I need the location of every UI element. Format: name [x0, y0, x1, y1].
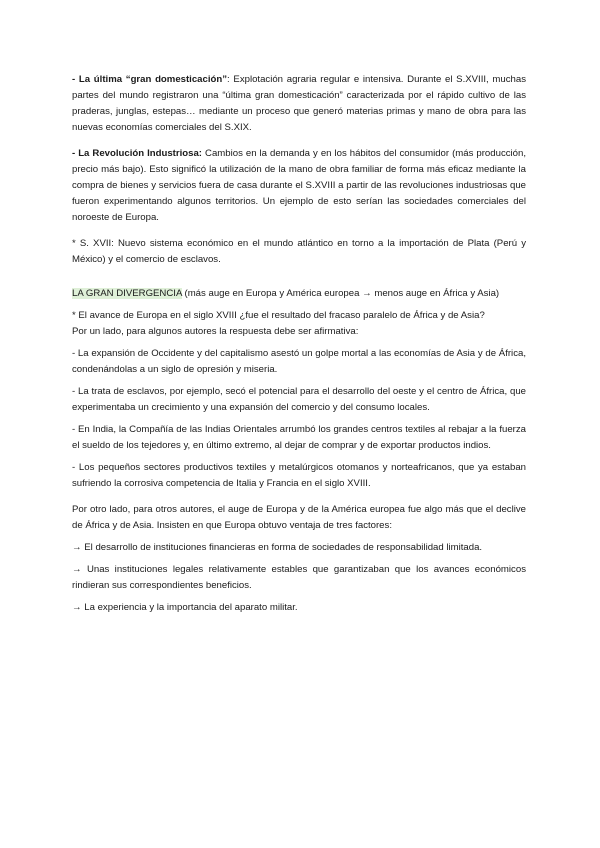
factor-instituciones-financieras: → El desarrollo de instituciones financieras en forma de sociedades de responsabilidad limitada. — [72, 542, 483, 553]
factor-aparato-militar: → La experiencia y la importancia del aparato militar. — [72, 602, 298, 613]
paragraph-text: : Explotación agraria regular e intensiva. Durante el S.XVIII, muchas partes del mundo registraron una “última gran domesticación” caracterizada por el rápido cultivo de las praderas, junglas, estepas… mediante un proceso que generó materias primas y mano de obra para las nuevas economías comerciales del S.XIX. — [72, 74, 526, 133]
bullet-india-compania: - En India, la Compañía de las Indias Orientales arrumbó los grandes centros textiles al rebajar a la fuerza el sueldo de los tejedores y, en último extremo, al dejar de comprar y de exportar productos indios. — [72, 424, 526, 451]
paragraph-ultima-domesticacion — [72, 72, 526, 136]
paragraph-otros-autores: Por otro lado, para otros autores, el auge de Europa y de la América europea fue algo más que el declive de África y de Asia. Insisten en que Europa obtuvo ventaja de tres factores: — [72, 504, 526, 531]
question-line: * El avance de Europa en el siglo XVIII ¿fue el resultado del fracaso paralelo de África y de Asia? — [72, 310, 485, 321]
note-siglo-xvii: * S. XVII: Nuevo sistema económico en el mundo atlántico en torno a la importación de Plata (Perú y México) y el comercio de esclavos. — [72, 238, 526, 265]
factor-instituciones-legales: → Unas instituciones legales relativamente estables que garantizaban que los avances económicos rindieran sus correspondientes beneficios. — [72, 564, 526, 591]
term-revolucion-industriosa: - La Revolución Industriosa: — [72, 148, 203, 159]
term-ultima-domesticacion: - La última “gran domesticación” — [72, 74, 228, 85]
bullet-trata-esclavos: - La trata de esclavos, por ejemplo, secó el potencial para el desarrollo del oeste y el centro de África, que experimentaba un crecimiento y una expansión del comercio y del consumo locales. — [72, 386, 526, 413]
section-heading — [72, 286, 526, 302]
intro-line: Por un lado, para algunos autores la respuesta debe ser afirmativa: — [72, 326, 359, 337]
heading-title-highlight: LA GRAN DIVERGENCIA — [72, 288, 182, 299]
heading-subtitle: (más auge en Europa y América europea → menos auge en África y Asia) — [181, 288, 500, 299]
paragraph-revolucion-industriosa — [72, 146, 526, 226]
paragraph-text: Cambios en la demanda y en los hábitos del consumidor (más producción, precio más bajo). Esto significó la utilización de la mano de obra familiar de forma más eficaz mediante la compra de bienes y servicios fuera de casa durante el S.XVIII a partir de las revoluciones industriosas que fueron experimentando algunos territorios. Un ejemplo de esto serían las sociedades comerciales del noroeste de Europa. — [72, 148, 527, 223]
bullet-expansion-occidente: - La expansión de Occidente y del capitalismo asestó un golpe mortal a las economías de Asia y de África, condenándolas a un siglo de opresión y miseria. — [72, 348, 526, 375]
bullet-sectores-otomanos: - Los pequeños sectores productivos textiles y metalúrgicos otomanos y norteafricanos, que ya estaban sufriendo la corrosiva competencia de Italia y Francia en el siglo XVIII. — [72, 462, 526, 489]
